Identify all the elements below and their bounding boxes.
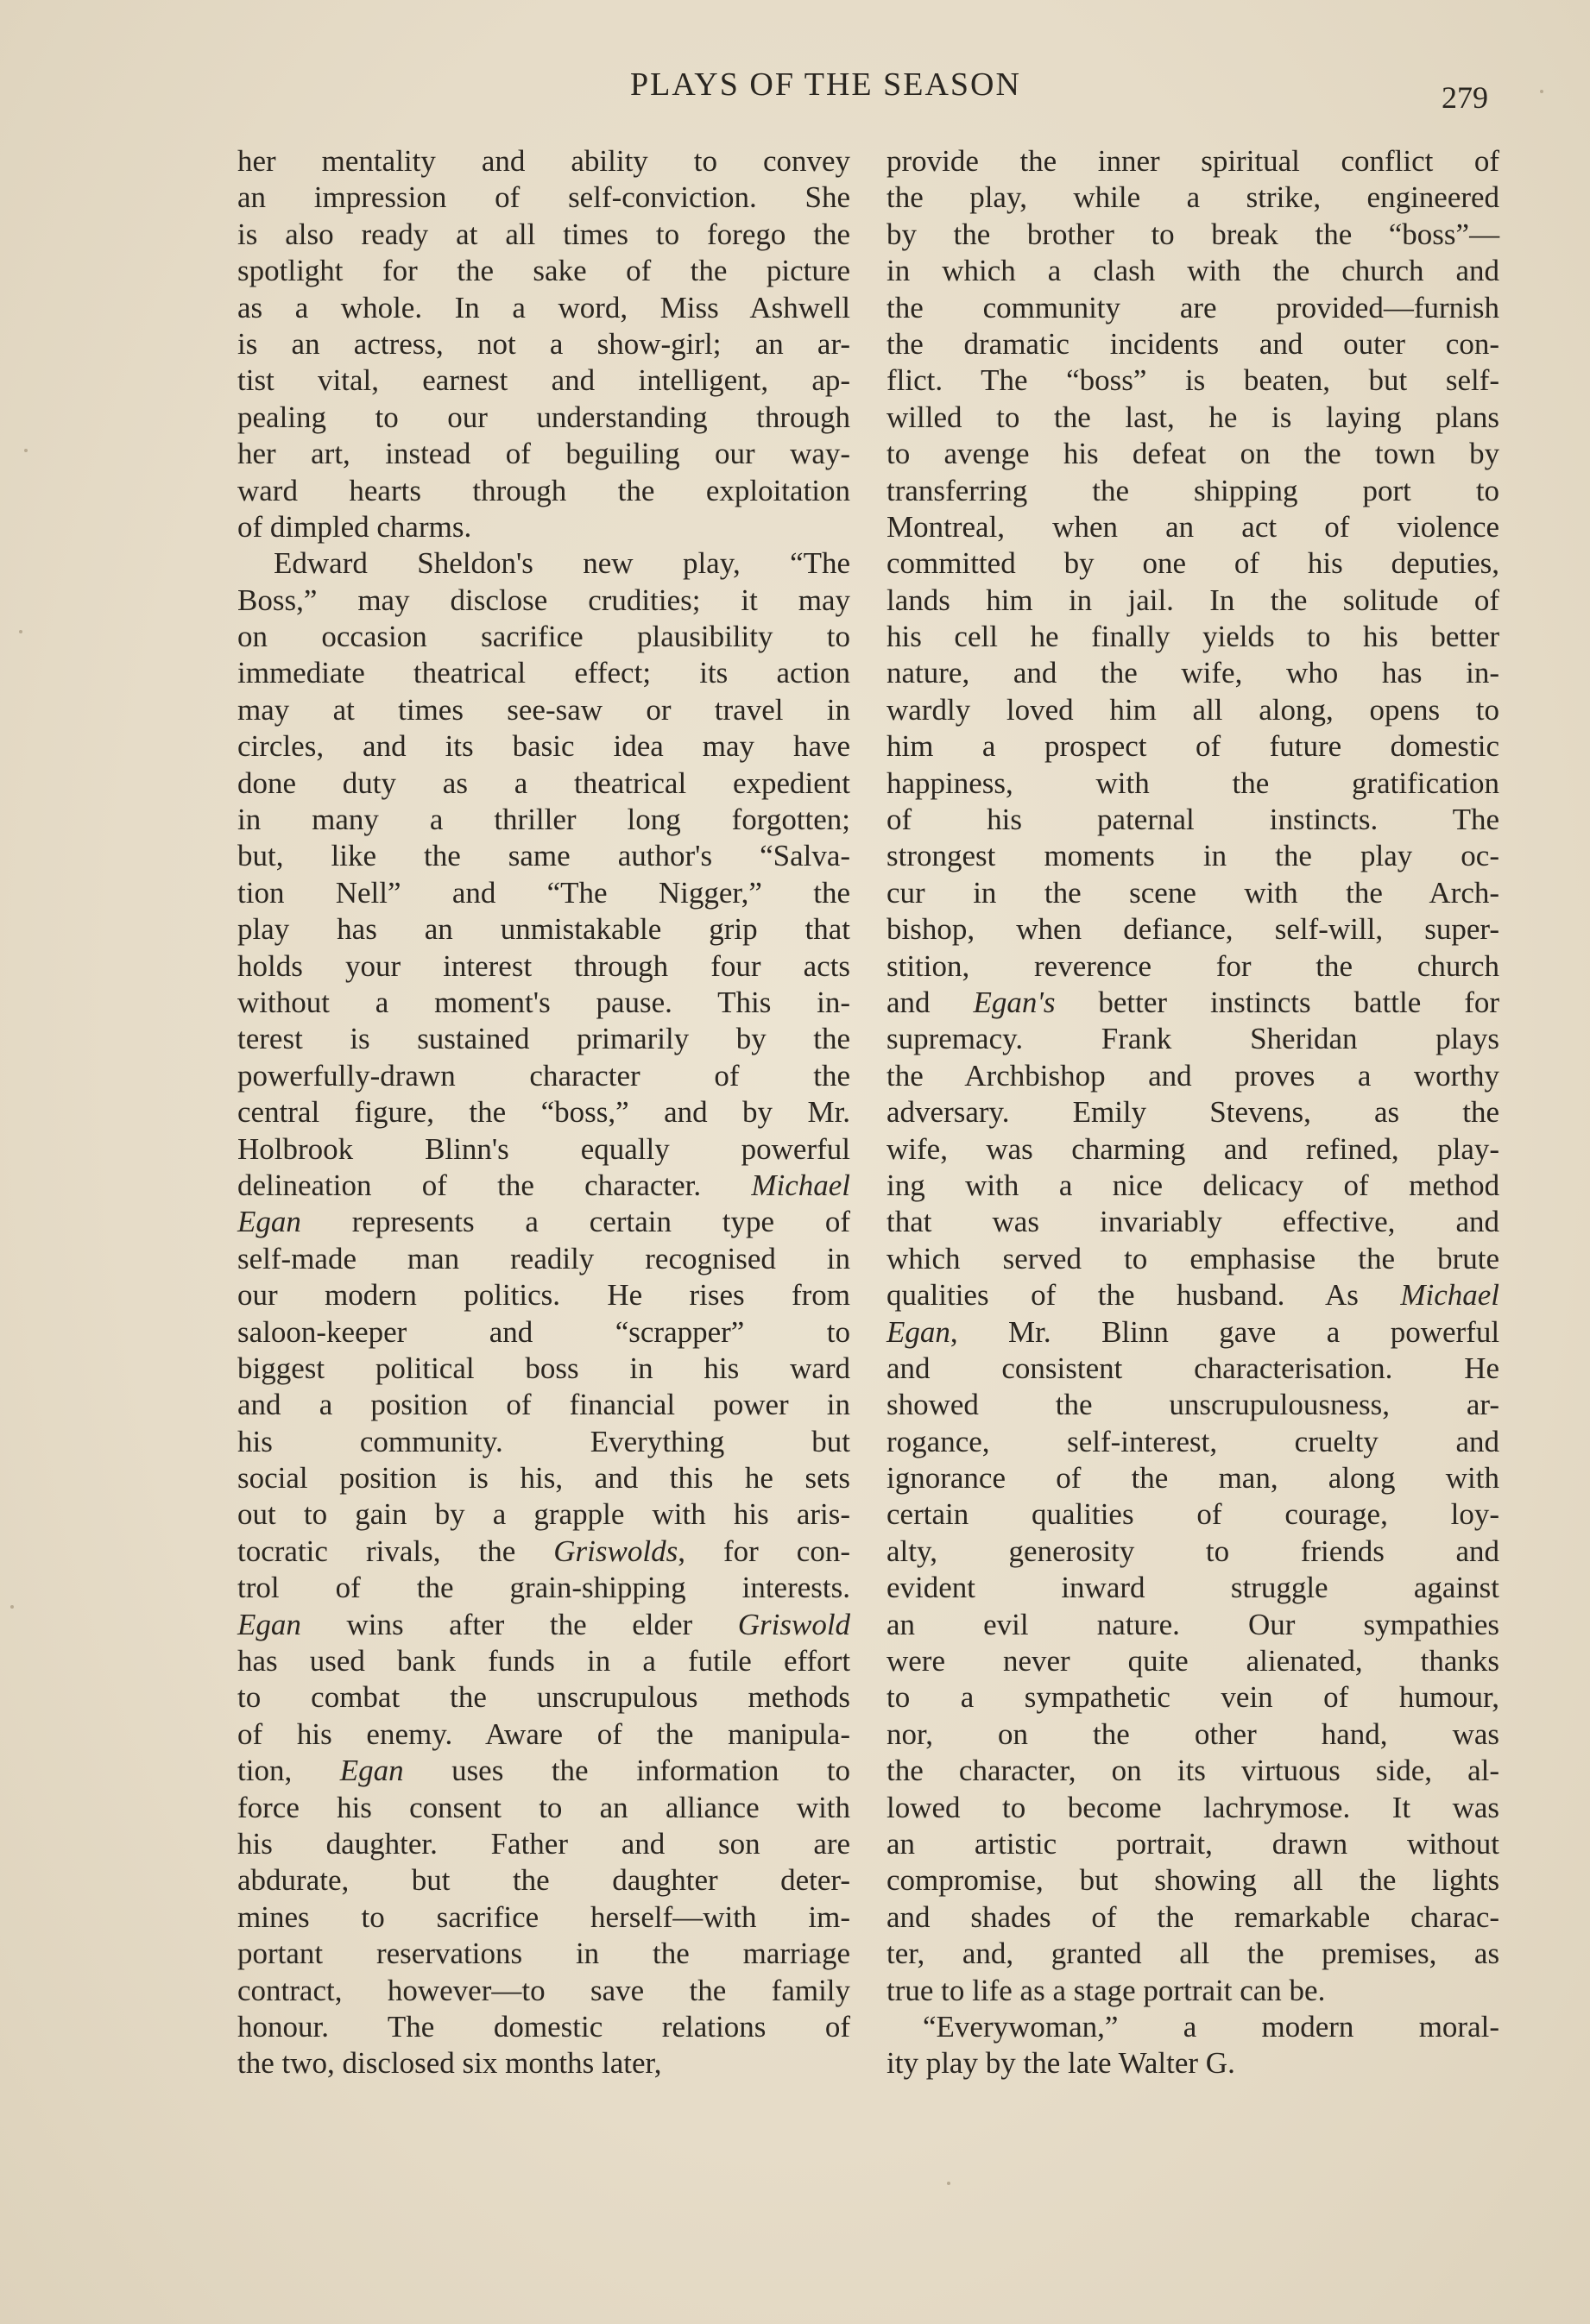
text-line: stition, reverence for the church <box>886 948 1500 983</box>
paper-speck <box>947 2182 950 2185</box>
text-line: of dimpled charms. <box>237 509 472 544</box>
text-line: has used bank funds in a futile effort <box>237 1644 851 1678</box>
text-line: willed to the last, he is laying plans <box>886 400 1499 434</box>
text-line: pealing to our understanding through <box>237 400 851 434</box>
text-line: to combat the unscrupulous methods <box>237 1680 851 1715</box>
text-line: Montreal, when an act of violence <box>886 509 1500 544</box>
running-head: PLAYS OF THE SEASON <box>630 66 1021 103</box>
text-line: her art, instead of beguiling our way- <box>237 437 851 471</box>
text-line: strongest moments in the play oc- <box>886 839 1499 873</box>
text-line: tist vital, earnest and intelligent, ap- <box>237 363 851 398</box>
text-line: self-made man readily recognised in <box>237 1241 851 1275</box>
page-header <box>0 66 1590 117</box>
text-line: flict. The “boss” is beaten, but self- <box>886 363 1500 398</box>
text-line: her mentality and ability to convey <box>237 144 851 178</box>
text-line: out to gain by a grapple with his aris- <box>237 1497 851 1532</box>
text-line: nature, and the wife, who has in- <box>886 656 1500 690</box>
text-line: immediate theatrical effect; its action <box>237 656 851 690</box>
text-line: rogance, self-interest, cruelty and <box>886 1424 1499 1458</box>
text-line: true to life as a stage portrait can be. <box>886 1973 1326 2007</box>
text-line: of his enemy. Aware of the manipula- <box>237 1716 850 1751</box>
text-line: mines to sacrifice herself—with im- <box>237 1899 850 1934</box>
text-line: bishop, when defiance, self-will, super- <box>886 912 1500 947</box>
text-line: to a sympathetic vein of humour, <box>886 1680 1500 1715</box>
text-line: social position is his, and this he sets <box>237 1461 851 1496</box>
text-line: circles, and its basic idea may have <box>237 729 851 764</box>
text-line: adversary. Emily Stevens, as the <box>886 1095 1500 1130</box>
text-line: done duty as a theatrical expedient <box>237 765 850 800</box>
text-line: ter, and, granted all the premises, as <box>886 1937 1500 1971</box>
text-line: which served to emphasise the brute <box>886 1241 1500 1275</box>
text-line: of his paternal instincts. The <box>886 803 1500 837</box>
text-line: showed the unscrupulousness, ar- <box>886 1388 1500 1422</box>
text-line: wife, was charming and refined, play- <box>886 1131 1500 1166</box>
text-line: the dramatic incidents and outer con- <box>886 326 1499 361</box>
text-line: the community are provided—furnish <box>886 290 1499 324</box>
text-line: Edward Sheldon's new play, “The <box>274 546 851 581</box>
text-line: ity play by the late Walter G. <box>886 2046 1235 2081</box>
text-line: evident inward struggle against <box>886 1571 1500 1605</box>
text-line: certain qualities of courage, loy- <box>886 1497 1499 1532</box>
text-line: spotlight for the sake of the picture <box>237 254 851 288</box>
text-line: may at times see-saw or travel in <box>237 692 850 727</box>
text-line: ing with a nice delicacy of method <box>886 1168 1500 1202</box>
text-line: tion Nell” and “The Nigger,” the <box>237 875 850 910</box>
text-line: central figure, the “boss,” and by Mr. <box>237 1095 851 1130</box>
page-number: 279 <box>1442 80 1488 115</box>
text-line: the character, on its virtuous side, al- <box>886 1754 1500 1788</box>
text-line: qualities of the husband. As Michael <box>886 1278 1500 1313</box>
text-line: Holbrook Blinn's equally powerful <box>237 1131 850 1166</box>
paper-speck <box>19 630 22 633</box>
text-line: “Everywoman,” a modern moral- <box>923 2009 1499 2044</box>
left-text-column <box>237 143 850 2082</box>
text-line: terest is sustained primarily by the <box>237 1022 851 1056</box>
text-line: powerfully-drawn character of the <box>237 1058 850 1093</box>
text-line: lowed to become lachrymose. It was <box>886 1790 1500 1824</box>
text-line: trol of the grain-shipping interests. <box>237 1571 850 1605</box>
text-line: as a whole. In a word, Miss Ashwell <box>237 290 851 324</box>
text-line: happiness, with the gratification <box>886 765 1499 800</box>
text-line: his community. Everything but <box>237 1424 850 1458</box>
text-line: on occasion sacrifice plausibility to <box>237 620 851 654</box>
text-line: to avenge his defeat on the town by <box>886 437 1500 471</box>
text-line: an evil nature. Our sympathies <box>886 1607 1500 1641</box>
text-line: Egan represents a certain type of <box>237 1205 851 1239</box>
text-line: ignorance of the man, along with <box>886 1461 1500 1496</box>
text-line: provide the inner spiritual conflict of <box>886 144 1500 178</box>
text-line: an artistic portrait, drawn without <box>886 1826 1499 1861</box>
text-line: contract, however—to save the family <box>237 1973 851 2007</box>
text-line: holds your interest through four acts <box>237 948 851 983</box>
text-line: the Archbishop and proves a worthy <box>886 1058 1500 1093</box>
text-line: that was invariably effective, and <box>886 1205 1500 1239</box>
text-line: is also ready at all times to forego the <box>237 217 851 251</box>
text-line: in which a clash with the church and <box>886 254 1500 288</box>
text-line: wardly loved him all along, opens to <box>886 692 1500 727</box>
text-line: by the brother to break the “boss”— <box>886 217 1500 251</box>
text-line: his cell he finally yields to his better <box>886 620 1500 654</box>
text-line: portant reservations in the marriage <box>237 1937 850 1971</box>
text-line: him a prospect of future domestic <box>886 729 1500 764</box>
text-line: saloon-keeper and “scrapper” to <box>237 1314 850 1349</box>
text-line: but, like the same author's “Salva- <box>237 839 851 873</box>
text-line: force his consent to an alliance with <box>237 1790 851 1824</box>
text-line: play has an unmistakable grip that <box>237 912 850 947</box>
paper-speck <box>1540 90 1543 93</box>
paper-speck <box>10 1605 14 1609</box>
text-line: ward hearts through the exploitation <box>237 473 851 507</box>
text-line: an impression of self-conviction. She <box>237 180 850 215</box>
text-line: supremacy. Frank Sheridan plays <box>886 1022 1500 1056</box>
text-line: the play, while a strike, engineered <box>886 180 1500 215</box>
text-line: Egan, Mr. Blinn gave a powerful <box>886 1314 1500 1349</box>
text-line: and consistent characterisation. He <box>886 1351 1500 1385</box>
text-line: transferring the shipping port to <box>886 473 1500 507</box>
text-line: the two, disclosed six months later, <box>237 2046 662 2081</box>
text-line: abdurate, but the daughter deter- <box>237 1863 851 1898</box>
text-line: and a position of financial power in <box>237 1388 851 1422</box>
text-line: tocratic rivals, the Griswolds, for con- <box>237 1534 850 1568</box>
text-line: and Egan's better instincts battle for <box>886 985 1500 1019</box>
text-line: nor, on the other hand, was <box>886 1716 1500 1751</box>
text-line: in many a thriller long forgotten; <box>237 803 851 837</box>
text-line: were never quite alienated, thanks <box>886 1644 1499 1678</box>
text-line: is an actress, not a show-girl; an ar- <box>237 326 851 361</box>
paper-speck <box>24 449 28 452</box>
text-line: without a moment's pause. This in- <box>237 985 850 1019</box>
text-line: Egan wins after the elder Griswold <box>237 1607 851 1641</box>
text-line: our modern politics. He rises from <box>237 1278 851 1313</box>
right-text-column <box>886 143 1499 2082</box>
text-line: and shades of the remarkable charac- <box>886 1899 1500 1934</box>
text-line: tion, Egan uses the information to <box>237 1754 851 1788</box>
text-line: alty, generosity to friends and <box>886 1534 1499 1568</box>
text-line: Boss,” may disclose crudities; it may <box>237 583 851 617</box>
text-line: cur in the scene with the Arch- <box>886 875 1500 910</box>
text-line: committed by one of his deputies, <box>886 546 1500 581</box>
text-line: honour. The domestic relations of <box>237 2009 851 2044</box>
text-line: delineation of the character. Michael <box>237 1168 851 1202</box>
text-line: biggest political boss in his ward <box>237 1351 851 1385</box>
text-line: his daughter. Father and son are <box>237 1826 851 1861</box>
text-line: lands him in jail. In the solitude of <box>886 583 1500 617</box>
text-line: compromise, but showing all the lights <box>886 1863 1500 1898</box>
